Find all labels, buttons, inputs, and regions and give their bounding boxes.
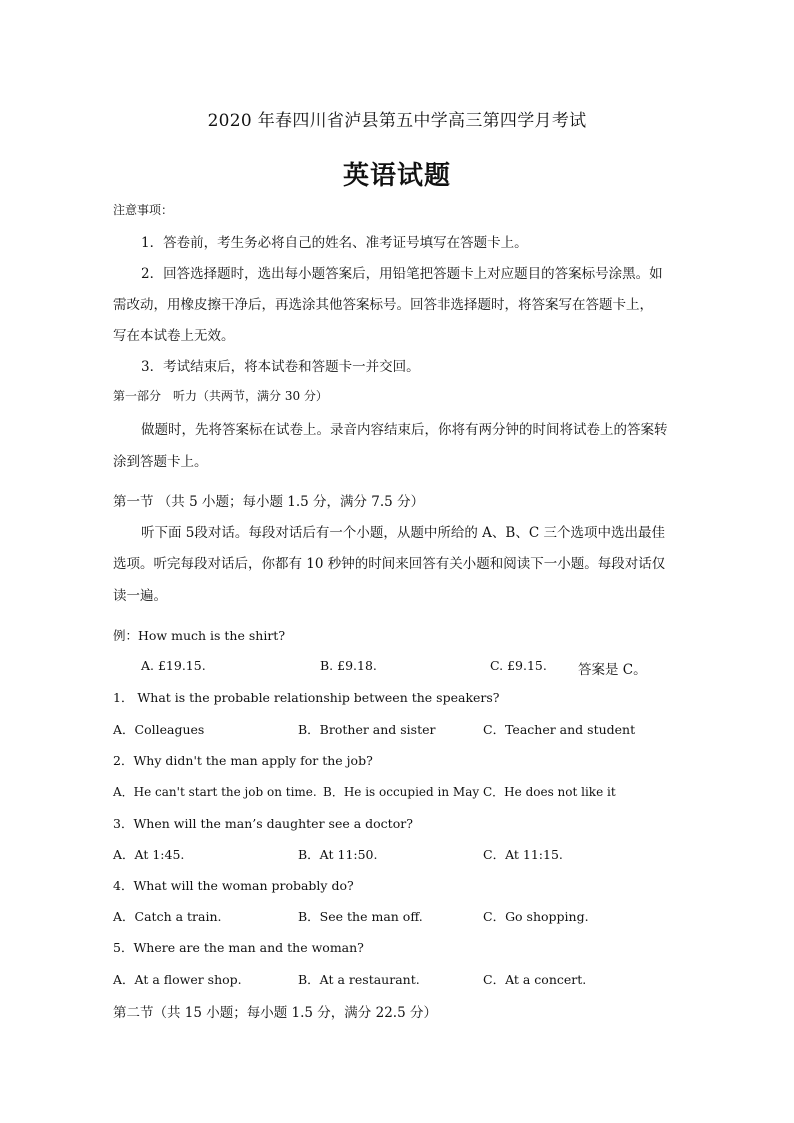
section1-instructions-line-3: 读一遍。	[113, 588, 167, 604]
note-item-2-line-2: 需改动，用橡皮擦干净后，再选涂其他答案标号。回答非选择题时，将答案写在答题卡上，	[113, 297, 653, 313]
q3-option-c: C．At 11:15.	[483, 847, 563, 862]
part1-heading: 第一部分 听力（共两节，满分 30 分）	[113, 389, 328, 403]
q4-option-b: B．See the man off.	[298, 909, 423, 924]
part1-instructions-line-1: 做题时，先将答案标在试卷上。录音内容结束后，你将有两分钟的时间将试卷上的答案转	[141, 422, 668, 438]
section2-heading: 第二节（共 15 小题；每小题 1.5 分，满分 22.5 分）	[113, 1005, 437, 1021]
q1-option-c: C．Teacher and student	[483, 722, 636, 737]
question-2-options	[113, 783, 713, 801]
q5-option-c: C．At a concert.	[483, 972, 587, 987]
question-3: 3．When will the man’s daughter see a doctor?	[113, 816, 413, 831]
question-4-options	[113, 907, 713, 925]
section1-instructions-line-2: 选项。听完每段对话后，你都有 10 秒钟的时间来回答有关小题和阅读下一小题。每段对话仅	[113, 556, 666, 572]
q4-option-a: A．Catch a train.	[113, 909, 222, 924]
section1-instructions-line-1: 听下面 5段对话。每段对话后有一个小题，从题中所给的 A、B、C 三个选项中选出最佳	[141, 525, 665, 541]
q3-option-a: A．At 1:45.	[113, 847, 185, 862]
subject-title: 英语试题	[342, 161, 451, 191]
part1-instructions-line-2: 涂到答题卡上。	[113, 454, 208, 470]
example-question: 例：How much is the shirt?	[113, 628, 286, 643]
q5-option-b: B．At a restaurant.	[298, 972, 420, 987]
example-answer: 答案是 C。	[578, 662, 647, 678]
q1-option-a: A．Colleagues	[113, 722, 205, 737]
example-options	[113, 658, 713, 676]
q2-option-c: C．He does not like it	[483, 785, 616, 799]
notes-heading: 注意事项：	[113, 203, 174, 217]
q5-option-a: A．At a flower shop.	[113, 972, 242, 987]
question-1: 1． What is the probable relationship between the speakers?	[113, 690, 500, 705]
note-item-2-line-3: 写在本试卷上无效。	[113, 328, 235, 344]
example-option-b: B. £9.18.	[320, 658, 377, 673]
question-4: 4．What will the woman probably do?	[113, 878, 354, 893]
q3-option-b: B．At 11:50.	[298, 847, 378, 862]
example-option-c: C. £9.15.	[490, 658, 547, 673]
q4-option-c: C．Go shopping.	[483, 909, 589, 924]
question-1-options	[113, 720, 713, 738]
question-2: 2．Why didn't the man apply for the job?	[113, 753, 373, 768]
q2-option-a: A．He can't start the job on time.	[113, 785, 317, 799]
question-5: 5．Where are the man and the woman?	[113, 940, 364, 955]
note-item-3: 3．考试结束后，将本试卷和答题卡一并交回。	[141, 359, 420, 375]
question-5-options	[113, 970, 713, 988]
exam-title: 2020 年春四川省泸县第五中学高三第四学月考试	[207, 111, 587, 131]
section1-heading: 第一节 （共 5 小题；每小题 1.5 分，满分 7.5 分）	[113, 494, 425, 510]
note-item-1: 1．答卷前，考生务必将自己的姓名、准考证号填写在答题卡上。	[141, 235, 528, 251]
example-option-a: A. £19.15.	[141, 658, 206, 673]
question-3-options	[113, 845, 713, 863]
q2-option-b: B．He is occupied in May	[323, 785, 480, 799]
note-item-2-line-1: 2．回答选择题时，选出每小题答案后，用铅笔把答题卡上对应题目的答案标号涂黑。如	[141, 266, 663, 282]
q1-option-b: B．Brother and sister	[298, 722, 436, 737]
